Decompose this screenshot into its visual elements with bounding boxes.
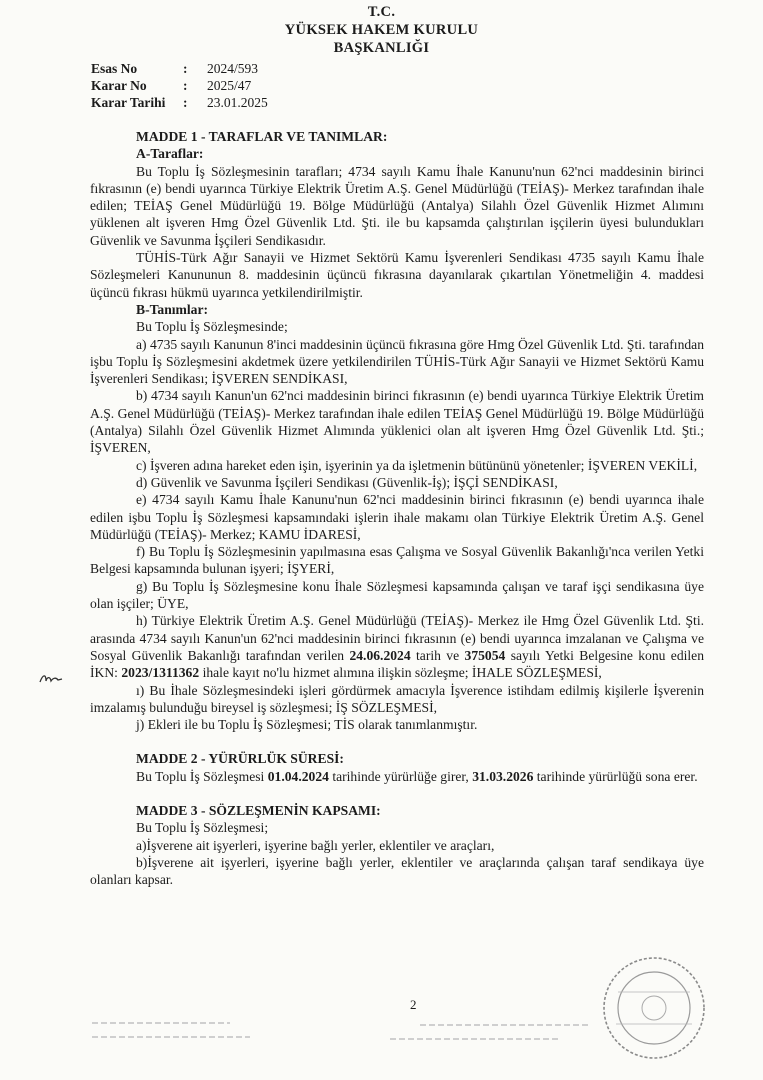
madde3-title: MADDE 3 - SÖZLEŞMENİN KAPSAMI:	[136, 802, 381, 818]
meta-value: 2024/593	[207, 61, 259, 76]
madde2-title: MADDE 2 - YÜRÜRLÜK SÜRESİ:	[136, 751, 344, 767]
page-number: 2	[410, 997, 417, 1012]
end-date: 31.03.2026	[472, 768, 534, 784]
definition-item-g: g) Bu Toplu İş Sözleşmesine konu İhale Sözleşmesi kapsamında çalışan ve taraf işçi sendikasına üye olan işçiler; ÜYE,	[90, 578, 704, 612]
meta-value: 23.01.2025	[207, 95, 268, 110]
meta-row-esas	[91, 60, 268, 77]
official-seal-stamp	[598, 952, 710, 1064]
a-taraflar-title: A-Taraflar:	[136, 146, 204, 162]
definition-item-i: ı) Bu İhale Sözleşmesindeki işleri gördürmek amacıyla İşverence istihdam edilmiş kişilerle İşverenin imzalamış bulunduğu bireysel iş sözleşmesi; İŞ SÖZLEŞMESİ,	[90, 682, 704, 715]
spacer	[90, 733, 704, 750]
meta-colon: :	[183, 78, 188, 93]
margin-initials-mark	[38, 672, 64, 686]
document-body	[90, 128, 704, 888]
item-h-text-3: sayılı Yetki Belgesine konu edilen İKN:	[90, 647, 705, 681]
kapsam-intro: Bu Toplu İş Sözleşmesi;	[136, 820, 269, 836]
meta-colon: :	[183, 61, 188, 76]
tanimlar-intro: Bu Toplu İş Sözleşmesinde;	[136, 319, 288, 335]
item-h-text-1: h) Türkiye Elektrik Üretim A.Ş. Genel Müdürlüğü (TEİAŞ)- Merkez ile Hmg Özel Güvenlik Ltd. Şti. arasında 4734 sayılı Kanun'un 62'nci maddesinin birinci fıkrasının (e) bendi uyarınca imzalanan ve Çalışma ve Sosyal Güvenlik Bakanlığı tarafından verilen	[90, 613, 704, 663]
case-meta	[91, 60, 268, 111]
meta-key: Karar Tarihi	[91, 95, 166, 110]
header-institution: YÜKSEK HAKEM KURULU	[284, 22, 479, 38]
taraflar-paragraph-1: Bu Toplu İş Sözleşmesinin tarafları; 4734 sayılı Kamu İhale Kanunu'nun 62'nci maddesinin birinci fıkrasının (e) bendi uyarınca Türkiye Elektrik Üretim A.Ş. Genel Müdürlüğü (TEİAŞ)- Merkez tarafından ihale edilen; TEİAŞ Genel Müdürlüğü 19. Bölge Müdürlüğü (Antalya) Silahlı Özel Güvenlik Hizmet Alımını yüklenen alt işveren Hmg Özel Güvenlik Ltd. Şti. ile bu kapsamda çalıştırılan işçilerin üyesi bulundukları Güvenlik ve Savunma İşçileri Sendikasıdır.	[90, 163, 704, 248]
definition-item-f: f) Bu Toplu İş Sözleşmesinin yapılmasına esas Çalışma ve Sosyal Güvenlik Bakanlığı'nca verilen Yetki Belgesi kapsamında bulunan işyeri; İŞYERİ,	[90, 544, 704, 577]
definition-item-h	[90, 612, 704, 681]
meta-row-tarih	[91, 94, 268, 111]
b-tanimlar-title: B-Tanımlar:	[136, 301, 209, 317]
yururluk-text-3: tarihinde yürürlüğü sona erer.	[536, 768, 698, 784]
madde1-title: MADDE 1 - TARAFLAR VE TANIMLAR:	[136, 129, 388, 144]
yururluk-text-1: Bu Toplu İş Sözleşmesi	[136, 768, 265, 784]
definition-item-j: j) Ekleri ile bu Toplu İş Sözleşmesi; TİS olarak tanımlanmıştır.	[136, 717, 478, 733]
spacer	[90, 785, 704, 802]
header-department: BAŞKANLIĞI	[333, 40, 430, 56]
item-h-number: 375054	[464, 647, 506, 663]
meta-value: 2025/47	[207, 78, 252, 93]
definition-item-b: b) 4734 sayılı Kanun'un 62'nci maddesinin birinci fıkrasının (e) bendi uyarınca Türkiye Elektrik Üretim A.Ş. Genel Müdürlüğü (TEİAŞ)- Merkez tarafından ihale edilen TEİAŞ Genel Müdürlüğü 19. Bölge Müdürlüğü (Antalya) Silahlı Özel Güvenlik Hizmet Alımında yüklenici olan alt işveren Hmg Özel Güvenlik Ltd. Şti.; İŞVEREN,	[90, 388, 704, 456]
definition-item-a: a) 4735 sayılı Kanunun 8'inci maddesinin üçüncü fıkrasına göre Hmg Özel Güvenlik Ltd. Şti. tarafından işbu Toplu İş Sözleşmesini akdetmek üzere yetkilendirilen TÜHİS-Türk Ağır Sanayii ve Hizmet Sektörü Kamu İşverenleri Sendikası; İŞVEREN SENDİKASI,	[90, 336, 704, 387]
item-h-text-2: tarih ve	[416, 647, 460, 663]
yururluk-text-2: tarihinde yürürlüğe girer,	[332, 768, 469, 784]
start-date: 01.04.2024	[267, 768, 329, 784]
kapsam-item-a: a)İşverene ait işyerleri, işyerine bağlı yerler, eklentiler ve araçları,	[136, 837, 495, 853]
meta-key: Esas No	[91, 61, 138, 76]
definition-item-e: e) 4734 sayılı Kamu İhale Kanunu'nun 62'nci maddesinin birinci fıkrasının (e) bendi uyarınca ihale edilen işbu Toplu İş Sözleşmesi kapsamındaki işlerin ihale makamı olan Türkiye Elektrik Üretim A.Ş. Genel Müdürlüğü (TEİAŞ)- Merkez; KAMU İDARESİ,	[90, 492, 704, 542]
yururluk-paragraph	[90, 768, 704, 785]
taraflar-paragraph-2: TÜHİS-Türk Ağır Sanayii ve Hizmet Sektörü Kamu İşverenleri Sendikası 4735 sayılı Kamu İhale Sözleşmeleri Kanununun 8. maddesinin üçüncü fıkrasına dayanılarak çıkartılan Yönetmeliğin 4. maddesi üçüncü fıkrası hükmü uyarınca yetkilendirilmiştir.	[90, 250, 704, 300]
definition-item-c: c) İşveren adına hareket eden işin, işyerinin ya da işletmenin bütününü yönetenler; İŞVEREN VEKİLİ,	[136, 457, 698, 473]
item-h-date: 24.06.2024	[349, 647, 411, 663]
meta-row-karar	[91, 77, 268, 94]
meta-colon: :	[183, 95, 188, 110]
header-tc: T.C.	[367, 4, 396, 20]
definition-item-d: d) Güvenlik ve Savunma İşçileri Sendikası (Güvenlik-İş); İŞÇİ SENDİKASI,	[136, 474, 558, 490]
kapsam-item-b: b)İşverene ait işyerleri, işyerine bağlı yerler, eklentiler ve araçlarında çalışan taraf sendikaya üye olanları kapsar.	[90, 854, 704, 888]
item-h-ikn: 2023/1311362	[121, 665, 200, 681]
faded-scan-residue	[90, 1015, 610, 1045]
item-h-text-4: ihale kayıt no'lu hizmet alımına ilişkin sözleşme; İHALE SÖZLEŞMESİ,	[202, 665, 602, 681]
meta-key: Karar No	[91, 78, 147, 93]
